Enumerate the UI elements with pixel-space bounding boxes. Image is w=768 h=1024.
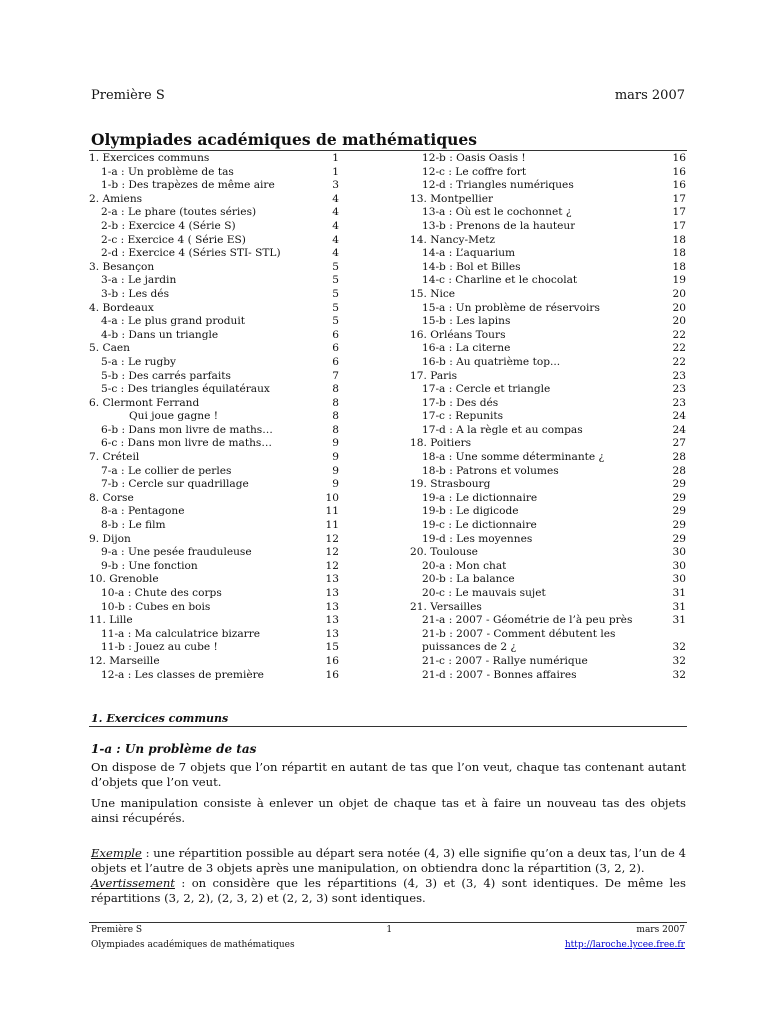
toc-entry-label: 13. Montpellier — [410, 192, 494, 205]
toc-entry[interactable] — [410, 410, 686, 424]
example-paragraph — [91, 846, 686, 876]
toc-entry-page: 4 — [332, 206, 339, 219]
toc-entry-label: 11-a : Ma calculatrice bizarre — [101, 627, 261, 640]
toc-section-entry[interactable] — [410, 370, 686, 384]
toc-entry[interactable] — [89, 356, 339, 370]
toc-entry-label: 11. Lille — [89, 614, 133, 627]
toc-entry-page: 12 — [325, 532, 339, 545]
toc-entry-label: Qui joue gagne ! — [129, 410, 218, 423]
toc-entry[interactable] — [89, 179, 339, 193]
toc-entry[interactable] — [410, 465, 686, 479]
subsection-heading: 1-a : Un problème de tas — [91, 742, 257, 756]
toc-entry-page: 9 — [332, 464, 339, 477]
paragraph: Une manipulation consiste à enlever un objet de chaque tas et à faire un nouveau tas des objets ainsi récupérés. — [91, 796, 686, 825]
toc-entry[interactable] — [410, 152, 686, 166]
toc-entry[interactable] — [410, 641, 686, 655]
toc-entry-page: 29 — [672, 519, 686, 532]
toc-entry-label: 5-a : Le rugby — [101, 355, 177, 368]
toc-entry[interactable] — [410, 206, 686, 220]
toc-section-entry[interactable] — [410, 193, 686, 207]
toc-entry-label: 3-a : Le jardin — [101, 274, 177, 287]
toc-entry-label: 10. Grenoble — [89, 573, 159, 586]
toc-entry-label: 2. Amiens — [89, 192, 143, 205]
toc-entry[interactable] — [89, 560, 339, 574]
toc-entry-label: 19-b : Le digicode — [422, 505, 519, 518]
toc-section-entry[interactable] — [89, 451, 339, 465]
toc-entry-label: 17. Paris — [410, 369, 458, 382]
toc-entry-label: 9-b : Une fonction — [101, 559, 198, 572]
toc-entry[interactable] — [410, 669, 686, 683]
toc-entry-label: 18-a : Une somme déterminante ¿ — [422, 451, 605, 464]
toc-entry-page: 28 — [672, 464, 686, 477]
toc-section-entry[interactable] — [89, 342, 339, 356]
title-rule — [89, 150, 687, 151]
toc-entry-label: 19-a : Le dictionnaire — [422, 491, 538, 504]
toc-entry-label: 5. Caen — [89, 342, 130, 355]
toc-entry[interactable] — [410, 628, 686, 642]
toc-entry[interactable] — [410, 302, 686, 316]
example-text: : une répartition possible au départ sera notée (4, 3) elle signifie qu’on a deux tas, l’un de 4 objets et l’autre de 3 objets après une manipulation, on obtiendra donc la répartition (3, 2, 2). — [91, 846, 686, 875]
section-heading: 1. Exercices communs — [91, 712, 229, 725]
toc-entry-page: 8 — [332, 410, 339, 423]
footer-line-1 — [91, 925, 685, 935]
toc-entry[interactable] — [89, 220, 339, 234]
toc-entry-label: 13-b : Prenons de la hauteur — [422, 219, 576, 232]
toc-entry[interactable] — [410, 397, 686, 411]
toc-entry[interactable] — [410, 342, 686, 356]
toc-entry-label: 2-a : Le phare (toutes séries) — [101, 206, 257, 219]
toc-entry-page: 5 — [332, 315, 339, 328]
toc-section-entry[interactable] — [410, 329, 686, 343]
toc-entry-page: 5 — [332, 301, 339, 314]
toc-entry[interactable] — [89, 601, 339, 615]
toc-entry-label: 20-c : Le mauvais sujet — [422, 587, 546, 599]
toc-entry-page: 4 — [332, 233, 339, 246]
toc-entry-page: 12 — [325, 559, 339, 572]
toc-entry-label: 12-a : Les classes de première — [101, 668, 264, 681]
toc-entry[interactable] — [89, 370, 339, 384]
toc-entry[interactable] — [89, 410, 339, 424]
toc-entry-page: 4 — [332, 219, 339, 232]
toc-entry[interactable] — [410, 505, 686, 519]
toc-entry-label: 5-c : Des triangles équilatéraux — [101, 383, 270, 396]
toc-entry-label: 1-a : Un problème de tas — [101, 165, 234, 178]
toc-entry-page: 32 — [672, 668, 686, 681]
toc-entry[interactable] — [410, 261, 686, 275]
toc-entry-page: 29 — [672, 505, 686, 518]
toc-entry[interactable] — [89, 641, 339, 655]
toc-entry-page: 4 — [332, 192, 339, 205]
toc-entry-label: 3-b : Les dés — [101, 287, 170, 300]
toc-entry-label: 4-b : Dans un triangle — [101, 328, 219, 341]
toc-entry[interactable] — [89, 519, 339, 533]
toc-entry-page: 6 — [332, 328, 339, 341]
toc-entry[interactable] — [89, 329, 339, 343]
toc-entry-label: 2-d : Exercice 4 (Séries STI- STL) — [101, 247, 281, 260]
toc-entry-label: 10-b : Cubes en bois — [101, 600, 211, 613]
toc-entry-label: 19. Strasbourg — [410, 478, 491, 491]
toc-entry-label: 14-a : L’aquarium — [422, 247, 516, 260]
toc-entry-page: 13 — [325, 600, 339, 613]
toc-entry-label: 13-a : Où est le cochonnet ¿ — [422, 206, 572, 219]
footer-link[interactable]: http://laroche.lycee.free.fr — [564, 940, 685, 950]
toc-section-entry[interactable] — [89, 152, 339, 166]
toc-entry[interactable] — [410, 274, 686, 288]
toc-entry-label: 18-b : Patrons et volumes — [422, 464, 559, 477]
example-block — [91, 846, 686, 906]
toc-entry[interactable] — [89, 234, 339, 248]
toc-entry-label: 17-a : Cercle et triangle — [422, 383, 551, 396]
toc-entry-label: 8. Corse — [89, 491, 134, 504]
toc-entry-label: 19-c : Le dictionnaire — [422, 519, 537, 532]
toc-entry[interactable] — [410, 492, 686, 506]
toc-section-entry[interactable] — [410, 601, 686, 615]
toc-entry-label: 21-a : 2007 - Géométrie de l’à peu près — [422, 614, 633, 627]
toc-entry-page: 8 — [332, 383, 339, 396]
toc-entry[interactable] — [89, 465, 339, 479]
toc-entry-page: 7 — [332, 369, 339, 382]
toc-entry[interactable] — [89, 383, 339, 397]
toc-entry-page: 24 — [672, 410, 686, 423]
toc-entry-label: 16. Orléans Tours — [410, 328, 506, 341]
paragraph: On dispose de 7 objets que l’on répartit en autant de tas que l’on veut, chaque tas contenant autant d’objets que l’on veut. — [91, 760, 686, 789]
toc-section-entry[interactable] — [89, 655, 339, 669]
toc-entry[interactable] — [410, 166, 686, 180]
toc-section-entry[interactable] — [410, 288, 686, 302]
toc-entry-page: 12 — [325, 546, 339, 559]
toc-entry[interactable] — [410, 179, 686, 193]
toc-entry-page: 5 — [332, 260, 339, 273]
toc-entry-page: 5 — [332, 287, 339, 300]
toc-entry-page: 13 — [325, 614, 339, 627]
toc-section-entry[interactable] — [410, 478, 686, 492]
toc-entry-page: 31 — [672, 614, 686, 627]
toc-entry-page: 13 — [325, 573, 339, 586]
toc-entry-label: 20-b : La balance — [422, 573, 515, 586]
toc-entry-label: 19-d : Les moyennes — [422, 532, 533, 545]
toc-entry[interactable] — [89, 166, 339, 180]
toc-section-entry[interactable] — [89, 397, 339, 411]
toc-entry[interactable] — [410, 247, 686, 261]
toc-entry-page: 13 — [325, 587, 339, 599]
toc-entry-label: 7. Créteil — [89, 451, 140, 464]
toc-entry-label: 14. Nancy-Metz — [410, 233, 496, 246]
toc-entry-page: 29 — [672, 532, 686, 545]
toc-section-entry[interactable] — [89, 302, 339, 316]
toc-entry-label: 16-b : Au quatrième top... — [422, 355, 561, 368]
toc-entry-page: 9 — [332, 437, 339, 450]
toc-entry[interactable] — [89, 247, 339, 261]
toc-entry[interactable] — [89, 315, 339, 329]
toc-entry-page: 16 — [672, 152, 686, 164]
toc-entry-label: 7-b : Cercle sur quadrillage — [101, 478, 249, 491]
toc-entry-page: 11 — [325, 505, 339, 518]
toc-section-entry[interactable] — [89, 573, 339, 587]
toc-entry-page: 15 — [325, 641, 339, 654]
toc-entry-label: 7-a : Le collier de perles — [101, 464, 232, 477]
toc-entry[interactable] — [410, 383, 686, 397]
toc-entry-label: 17-d : A la règle et au compas — [422, 423, 583, 436]
toc-entry-page: 23 — [672, 383, 686, 396]
toc-entry[interactable] — [89, 288, 339, 302]
header-class: Première S — [91, 88, 165, 103]
toc-entry-label: 12. Marseille — [89, 654, 160, 667]
document-title: Olympiades académiques de mathématiques — [91, 130, 478, 149]
toc-entry-page: 9 — [332, 478, 339, 491]
toc-section-entry[interactable] — [410, 437, 686, 451]
toc-entry-page: 22 — [672, 342, 686, 355]
toc-entry-label: 12-d : Triangles numériques — [422, 179, 574, 192]
problem-statement — [91, 760, 686, 832]
toc-entry-page: 1 — [332, 165, 339, 178]
toc-entry-label: 9. Dijon — [89, 532, 131, 545]
toc-entry[interactable] — [410, 451, 686, 465]
toc-entry-page: 6 — [332, 355, 339, 368]
toc-entry-page: 32 — [672, 654, 686, 667]
toc-entry-page: 9 — [332, 451, 339, 464]
toc-section-entry[interactable] — [410, 234, 686, 248]
toc-entry-label: 12-c : Le coffre fort — [422, 165, 527, 178]
warning-text: : on considère que les répartitions (4, 3) et (3, 4) sont identiques. De même les répartitions (3, 2, 2), (2, 3, 2) et (2, 2, 3) sont identiques. — [91, 876, 686, 905]
toc-entry-page: 19 — [672, 274, 686, 287]
toc-entry-page: 30 — [672, 559, 686, 572]
footer-class: Première S — [91, 925, 143, 935]
toc-entry-label: 17-b : Des dés — [422, 396, 499, 409]
toc-entry-page: 17 — [672, 192, 686, 205]
footer-page-number: 1 — [386, 925, 393, 935]
toc-entry-page: 3 — [332, 179, 339, 192]
toc-entry[interactable] — [89, 546, 339, 560]
toc-entry-label: 4. Bordeaux — [89, 301, 154, 314]
toc-entry[interactable] — [410, 519, 686, 533]
toc-entry-label: 15-b : Les lapins — [422, 315, 511, 328]
toc-entry-label: 15-a : Un problème de réservoirs — [422, 301, 600, 314]
toc-entry[interactable] — [89, 669, 339, 683]
toc-section-entry[interactable] — [89, 261, 339, 275]
toc-entry-label: 21-c : 2007 - Rallye numérique — [422, 654, 588, 667]
toc-entry-label: 15. Nice — [410, 287, 456, 300]
toc-entry-label: 1-b : Des trapèzes de même aire — [101, 179, 275, 192]
toc-entry-page: 32 — [672, 641, 686, 654]
toc-entry-label: 21-b : 2007 - Comment débutent les — [422, 627, 616, 640]
toc-entry-label: 21. Versailles — [410, 600, 482, 613]
toc-entry-page: 13 — [325, 627, 339, 640]
toc-entry[interactable] — [89, 437, 339, 451]
toc-entry-page: 11 — [325, 519, 339, 532]
toc-entry[interactable] — [89, 206, 339, 220]
toc-section-entry[interactable] — [89, 533, 339, 547]
toc-entry-page: 16 — [325, 654, 339, 667]
footer-rule — [89, 922, 687, 923]
toc-entry[interactable] — [410, 220, 686, 234]
footer-date: mars 2007 — [636, 925, 685, 935]
toc-entry[interactable] — [89, 628, 339, 642]
toc-entry-page: 20 — [672, 287, 686, 300]
toc-entry[interactable] — [89, 505, 339, 519]
toc-entry-page: 30 — [672, 546, 686, 559]
toc-entry-label: 18. Poitiers — [410, 437, 472, 450]
toc-entry-page: 31 — [672, 587, 686, 599]
toc-section-entry[interactable] — [89, 193, 339, 207]
toc-entry-label: 3. Besançon — [89, 260, 155, 273]
toc-entry-page: 20 — [672, 301, 686, 314]
toc-entry[interactable] — [89, 587, 339, 601]
toc-entry-label: 14-b : Bol et Billes — [422, 260, 521, 273]
toc-entry-page: 28 — [672, 451, 686, 464]
toc-section-entry[interactable] — [89, 492, 339, 506]
toc-entry-page: 29 — [672, 478, 686, 491]
toc-entry-label: 2-b : Exercice 4 (Série S) — [101, 219, 236, 232]
header-date: mars 2007 — [614, 88, 685, 103]
toc-entry-label: 5-b : Des carrés parfaits — [101, 369, 231, 382]
toc-entry-label: 8-b : Le film — [101, 519, 166, 532]
toc-entry-label: 4-a : Le plus grand produit — [101, 315, 246, 328]
warning-label: Avertissement — [91, 876, 175, 890]
toc-entry-label: 21-d : 2007 - Bonnes affaires — [422, 668, 577, 681]
toc-entry-label: 2-c : Exercice 4 ( Série ES) — [101, 233, 246, 246]
toc-entry-label: 6-b : Dans mon livre de maths… — [101, 423, 273, 436]
toc-entry-page: 18 — [672, 233, 686, 246]
toc-entry-page — [666, 628, 686, 642]
toc-entry-page: 30 — [672, 573, 686, 586]
section-rule — [89, 726, 687, 727]
toc-entry[interactable] — [89, 424, 339, 438]
footer-line-2 — [91, 940, 685, 950]
toc-entry-label: 6. Clermont Ferrand — [89, 396, 200, 409]
toc-entry-page: 17 — [672, 219, 686, 232]
toc-entry[interactable] — [410, 315, 686, 329]
toc-entry-page: 18 — [672, 260, 686, 273]
toc-entry[interactable] — [89, 274, 339, 288]
toc-entry-label: 14-c : Charline et le chocolat — [422, 274, 578, 287]
toc-entry[interactable] — [410, 573, 686, 587]
toc-entry-label: 12-b : Oasis Oasis ! — [422, 152, 526, 164]
toc-entry-page: 10 — [325, 491, 339, 504]
warning-paragraph — [91, 876, 686, 906]
toc-entry[interactable] — [410, 587, 686, 601]
toc-entry-page: 24 — [672, 423, 686, 436]
toc-entry-label: 17-c : Repunits — [422, 410, 504, 423]
example-label: Exemple — [91, 846, 142, 860]
toc-entry-page: 23 — [672, 369, 686, 382]
toc-entry-label: puissances de 2 ¿ — [422, 641, 517, 654]
footer-title: Olympiades académiques de mathématiques — [91, 940, 295, 950]
toc-entry-page: 23 — [672, 396, 686, 409]
toc-entry[interactable] — [410, 533, 686, 547]
toc-entry[interactable] — [89, 478, 339, 492]
toc-entry-page: 16 — [672, 179, 686, 192]
toc-entry-label: 8-a : Pentagone — [101, 505, 185, 518]
toc-entry-label: 10-a : Chute des corps — [101, 587, 222, 599]
toc-entry-page: 22 — [672, 355, 686, 368]
toc-entry-label: 6-c : Dans mon livre de maths… — [101, 437, 272, 450]
toc-left-column — [89, 152, 339, 682]
toc-section-entry[interactable] — [410, 546, 686, 560]
toc-entry-label: 11-b : Jouez au cube ! — [101, 641, 218, 654]
toc-entry-page: 20 — [672, 315, 686, 328]
toc-right-column — [410, 152, 686, 682]
toc-section-entry[interactable] — [89, 614, 339, 628]
toc-entry-page: 22 — [672, 328, 686, 341]
toc-entry-page: 27 — [672, 437, 686, 450]
toc-entry-page: 8 — [332, 396, 339, 409]
toc-entry-label: 1. Exercices communs — [89, 152, 210, 164]
toc-entry-page: 6 — [332, 342, 339, 355]
toc-entry-label: 20-a : Mon chat — [422, 559, 507, 572]
toc-entry[interactable] — [410, 424, 686, 438]
toc-entry-page: 4 — [332, 247, 339, 260]
toc-entry-page: 29 — [672, 491, 686, 504]
toc-entry[interactable] — [410, 560, 686, 574]
toc-entry-label: 9-a : Une pesée frauduleuse — [101, 546, 252, 559]
toc-entry[interactable] — [410, 655, 686, 669]
toc-entry-page: 8 — [332, 423, 339, 436]
toc-entry-page: 1 — [332, 152, 339, 164]
page-header — [91, 88, 685, 103]
toc-entry[interactable] — [410, 614, 686, 628]
toc-entry-label: 20. Toulouse — [410, 546, 478, 559]
toc-entry-page: 18 — [672, 247, 686, 260]
toc-entry-page: 5 — [332, 274, 339, 287]
toc-entry[interactable] — [410, 356, 686, 370]
toc-entry-page: 31 — [672, 600, 686, 613]
toc-entry-page: 16 — [672, 165, 686, 178]
toc-entry-page: 17 — [672, 206, 686, 219]
toc-entry-page: 16 — [325, 668, 339, 681]
toc-entry-label: 16-a : La citerne — [422, 342, 511, 355]
